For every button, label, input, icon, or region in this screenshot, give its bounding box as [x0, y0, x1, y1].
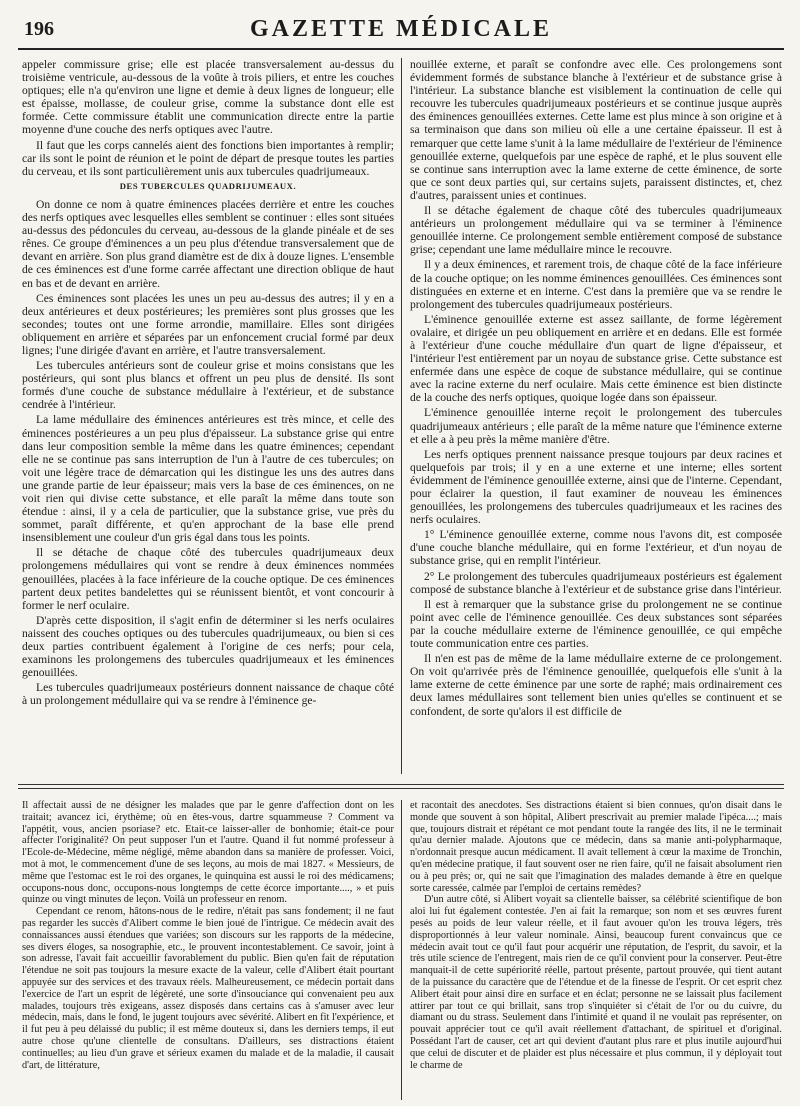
paragraph: Les tubercules quadrijumeaux postérieurs donnent naissance de chaque côté à un prolongement médullaire qui va se rendre à l'éminence ge- [22, 681, 394, 708]
article-column-right [410, 58, 782, 774]
feuilleton-column-left [22, 800, 394, 1100]
paragraph: L'éminence genouillée interne reçoit le prolongement des tubercules quadrijumeaux antérieurs ; elle paraît de la même nature que l'éminence externe et elle a à peu près la même manière d'être. [410, 406, 782, 446]
paragraph: Il se détache également de chaque côté des tubercules quadrijumeaux antérieurs un prolongement médullaire qui va se terminer à l'éminence genouillée interne. Ce prolongement semble entièrement composé de substance grise; cependant une lame médullaire mince le recouvre. [410, 204, 782, 257]
paragraph: Les nerfs optiques prennent naissance presque toujours par deux racines et quelquefois par trois; il y en a une externe et une interne; elles sortent évidemment de l'éminence genouillée externe, ainsi que de l'interne. Cependant, pour éclairer la question, il faut examiner de nouveau les éminences genouillées, les prolongemens des tubercules quadrijumeaux et les racines des nerfs oculaires. [410, 447, 782, 527]
paragraph: Il n'en est pas de même de la lame médullaire externe de ce prolongement. On voit qu'arrivée près de l'éminence genouillée, quelquefois elle s'unit à la lame externe de cette éminence par une sorte de raphé; mais ordinairement ces deux lames médullaires sont tellement bien unies qu'elles se continuent et se confondent, de sorte qu'alors il est difficile de [410, 652, 782, 718]
section-heading: DES TUBERCULES QUADRIJUMEAUX. [119, 180, 297, 191]
column-divider [401, 58, 402, 774]
masthead-title: GAZETTE MÉDICALE [249, 16, 553, 42]
paragraph: Cependant ce renom, hâtons-nous de le redire, n'était pas sans fondement; il ne faut pas regarder les succès d'Alibert comme le bien joué de l'intrigue. Ce médecin avait des connaissances aussi étendues que variées; son discours sur les rapports de la médecine, ses divers éloges, sa nosographie, etc., le prouvent incontestablement. Ce savoir, joint à son adresse, l'avait fait accueillir favorablement du public. Bien qu'en fait de réputation l'étendue ne soit pas toujours la mesure exacte de la valeur, celle d'Alibert était pourtant appuyée sur des services et des travaux réels. Malheureusement, ce médecin portait dans l'exercice de l'art un esprit de légèreté, une sorte d'insouciance qui convenaient peu aux malades, toujours très exigeans, assez disposés dans certains cas à s'amuser avec leur médecin, mais, dans le fond, le jugent toujours avec sévérité. Alibert en fit l'expérience, et il fut peu à peu délaissé du public; il est même douteux si, dans les derniers temps, il eut autre chose qu'une clientelle de consultans. D'ailleurs, ses distractions étaient continuelles; au lieu d'un grave et sérieux examen du malade et de la maladie, il causait d'art, de littérature, [22, 906, 394, 1071]
feuilleton-rule-bottom [18, 788, 784, 789]
paragraph: 2° Le prolongement des tubercules quadrijumeaux postérieurs est également composé de substance blanche à l'extérieur et de substance grise dans l'intérieur. [410, 569, 782, 596]
paragraph: Les tubercules antérieurs sont de couleur grise et moins consistans que les postérieurs, qui sont plus blancs et offrent un peu plus de densité. Ils sont formés d'une couche de substance médullaire à l'extérieur, et de substance cendrée à l'intérieur. [22, 359, 394, 412]
paragraph: La lame médullaire des éminences antérieures est très mince, et celle des éminences postérieures a un peu plus d'épaisseur. La substance grise qui entre dans leur composition semble la même dans les quatre éminences; cependant elle ne se continue pas sans interruption de l'un à l'autre de ces tubercules; on voit une légère trace de démarcation qui les distingue les uns des autres dans une grande partie de leur épaisseur; mais vers la base de ces éminences, on ne voit rien qui divise cette substance, et elle paraît la même dans toute son étendue : ainsi, il y a cela de particulier, que la substance grise, vue près du sommet, paraît différente, et qu'en approchant de la base elle prend insensiblement une couleur d'un gris égal dans tous les points. [22, 413, 394, 545]
paragraph: Il affectait aussi de ne désigner les malades que par le genre d'affection dont on les traitait; avancez ici, érythème; où en êtes-vous, dartre squammeuse ? Comment va l'appétit, vous, ancien psoriase? etc. Etait-ce laisser-aller de bonhomie; était-ce pour affecter l'originalité? On peut supposer l'un et l'autre. Quand il fut nommé professeur à l'Ecole-de-Médecine, même négligé, même abandon dans sa manière de professer. Voici, mot à mot, le commencement d'une de ses leçons, au mois de mai 1827. « Messieurs, de même que l'estomac est le roi des organes, le quinquina est aussi le roi des médicamens; occupons-nous donc, occupons-nous longtemps de cette écorce importante...., » et puis quinze ou vingt minutes de leçon. Voilà un professeur en renom. [22, 800, 394, 906]
page-header [18, 14, 784, 50]
paragraph: Il se détache de chaque côté des tubercules quadrijumeaux deux prolongemens médullaires qui vont se rendre à deux éminences nommées genouillées, placées à la face inférieure de la couche optique. De ces éminences partent deux petites bandelettes qui se réunissent bientôt, et vont concourir à former le nerf oculaire. [22, 546, 394, 612]
newspaper-page [18, 0, 784, 1106]
feuilleton-column-right [410, 800, 782, 1100]
paragraph: D'un autre côté, si Alibert voyait sa clientelle baisser, sa célébrité scientifique de bon aloi lui fut également contestée. J'en ai fait la remarque; son nom et ses œuvres furent pesés au poids de leur valeur réelle, et il faut avouer qu'on les trouva légers, très disproportionnés à leur valeur nominale. Ainsi, beaucoup furent convaincus que ce médecin avait tout ce qu'il faut pour acquérir une réputation, de l'esprit, du savoir, et la très utile science de l'entregent, mais rien de ce qu'il convient pour la conserver. Peut-être manquait-il de cette supériorité réelle, partout présente, partout prouvée, qui tient autant de la puissance du caractère que de l'étendue et de la finesse de l'esprit. Or cet esprit chez Alibert était pour ainsi dire en surface et en éclat; personne ne se laissait plus facilement attirer par tout ce qui brillait, sans trop s'inquiéter si c'était de l'or ou du cuivre, du diamant ou du strass. Seulement dans l'intimité et quand il ne voulait pas représenter, on pouvait apprécier tout ce qu'il avait réellement d'attachant, de spirituel et d'original. Possédant l'art de causer, cet art qui devient d'autant plus rare et plus inutile aujourd'hui que celui de discuter et de plaider est plus nécessaire et plus commun, il y déployait tout le charme de [410, 894, 782, 1071]
paragraph: L'éminence genouillée externe est assez saillante, de forme légèrement ovalaire, et dirigée un peu obliquement en arrière et en dedans. Elle est formée à l'extérieur d'une couche médullaire d'un quart de ligne d'épaisseur, et l'intérieur l'est entièrement par un noyau de substance grise. Cette substance est enfermée dans une espèce de coque de substance médullaire, qui se continue avec la racine externe du nerf oculaire. Mais cette éminence est bien distincte de la couche des nerfs optiques, quoique logée dans son épaisseur. [410, 312, 782, 405]
page-number: 196 [24, 18, 54, 40]
paragraph: Il faut que les corps cannelés aient des fonctions bien importantes à remplir; car ils sont le point de réunion et le point de départ de presque toutes les parties du cerveau, et ils sont particulièrement unis aux tubercules quadrijumeaux. [22, 138, 394, 178]
paragraph: appeler commissure grise; elle est placée transversalement au-dessus du troisième ventricule, au-dessous de la voûte à trois piliers, et entre les couches optiques; elle n'a qu'environ une ligne et demie à deux lignes de longueur; elle est épaisse, mollasse, de couleur grise, comme la substance dont elle est formée. Cette commissure établit une communication directe entre la partie moyenne d'une couche des nerfs optiques avec l'autre. [22, 58, 394, 137]
paragraph: 1° L'éminence genouillée externe, comme nous l'avons dit, est composée d'une couche blanche médullaire, qui en forme l'extérieur, et d'un noyau de substance grise, qui en remplit l'intérieur. [410, 528, 782, 568]
paragraph: nouillée externe, et paraît se confondre avec elle. Ces prolongemens sont évidemment formés de substance blanche à l'extérieur et de substance grise à l'intérieur. La substance blanche est visiblement la continuation de celle qui recouvre les tubercules quadrijumeaux postérieurs et se continue jusque auprès des éminences genouillées externes. Cette lame est plus mince à son origine et à sa terminaison que dans son milieu où elle a une certaine épaisseur. Il est à remarquer que cette lame s'unit à la lame médullaire de l'extérieur de l'éminence genouillée externe, quelquefois par une espèce de raphé, et le plus souvent elle se continue sans interruption avec la lame externe de cette éminence, de sorte que ce sont deux parties qui, sur certains sujets, paraissent distinctes, et, chez d'autres, paraissent unies et continues. [410, 58, 782, 202]
paragraph: Il y a deux éminences, et rarement trois, de chaque côté de la face inférieure de la couche optique; on les nomme éminences genouillées. Ces éminences sont distinguées en externe et en interne. C'est dans la première que va se rendre le prolongement des tubercules quadrijumeaux postérieurs. [410, 258, 782, 311]
paragraph: On donne ce nom à quatre éminences placées derrière et entre les couches des nerfs optiques avec lesquelles elles semblent se continuer : elles sont situées au-dessus des pédoncules du cerveau, au-dessous de la glande pinéale et de ses rênes. Ce groupe d'éminences a un peu plus d'étendue transversalement que de devant en arrière. Son plus grand diamètre est de dix à douze lignes. L'ensemble de ces éminences est d'une forme carrée affectant une direction oblique de haut en bas et de devant en arrière. [22, 197, 394, 290]
paragraph: D'après cette disposition, il s'agit enfin de déterminer si les nerfs oculaires naissent des couches optiques ou des tubercules quadrijumeaux, ou bien si ces deux parties contribuent également à l'origine de ces nerfs; pour cela, examinons les prolongemens des tubercules quadrijumeaux et les éminences genouillées. [22, 613, 394, 680]
feuilleton-rule-top [18, 784, 784, 785]
feuilleton-column-divider [401, 800, 402, 1100]
paragraph: Il est à remarquer que la substance grise du prolongement ne se continue point avec celle de l'éminence genouillée. Ces deux substances sont séparées par la couche médullaire externe de l'éminence genouillée, ce qui empêche toute communication entre ces parties. [410, 597, 782, 651]
paragraph: et racontait des anecdotes. Ses distractions étaient si bien connues, qu'on disait dans le monde que souvent à son hôpital, Alibert prescrivait au premier malade l'ipéca....; mais que, toujours distrait et répétant ce mot pendant toute la rangée des lits, il ne le terminait qu'au dernier malade. Ajoutons que ce médecin, dans sa manie anti-polypharmaque, n'ordonnait presque aucun médicament. Il avait tellement à cœur la maxime de Tronchin, qu'en médecine pratique, il faut souvent oser ne rien faire, qu'il ne faisait absolument rien ou à peu près; or, qui ne sait que l'imagination des malades demande à être en quelque sorte caressée, calmée par l'emploi de certains remèdes? [410, 800, 782, 894]
article-column-left [22, 58, 394, 774]
paragraph: Ces éminences sont placées les unes un peu au-dessus des autres; il y en a deux antérieures et deux postérieures; les premières sont plus grosses que les secondes; toutes ont une forme arrondie, mamillaire. Elles sont dirigées obliquement en arrière et séparées par un enfoncement crucial formé par deux lignes; l'une dirigée d'avant en arrière, et l'autre transversalement. [22, 291, 394, 357]
